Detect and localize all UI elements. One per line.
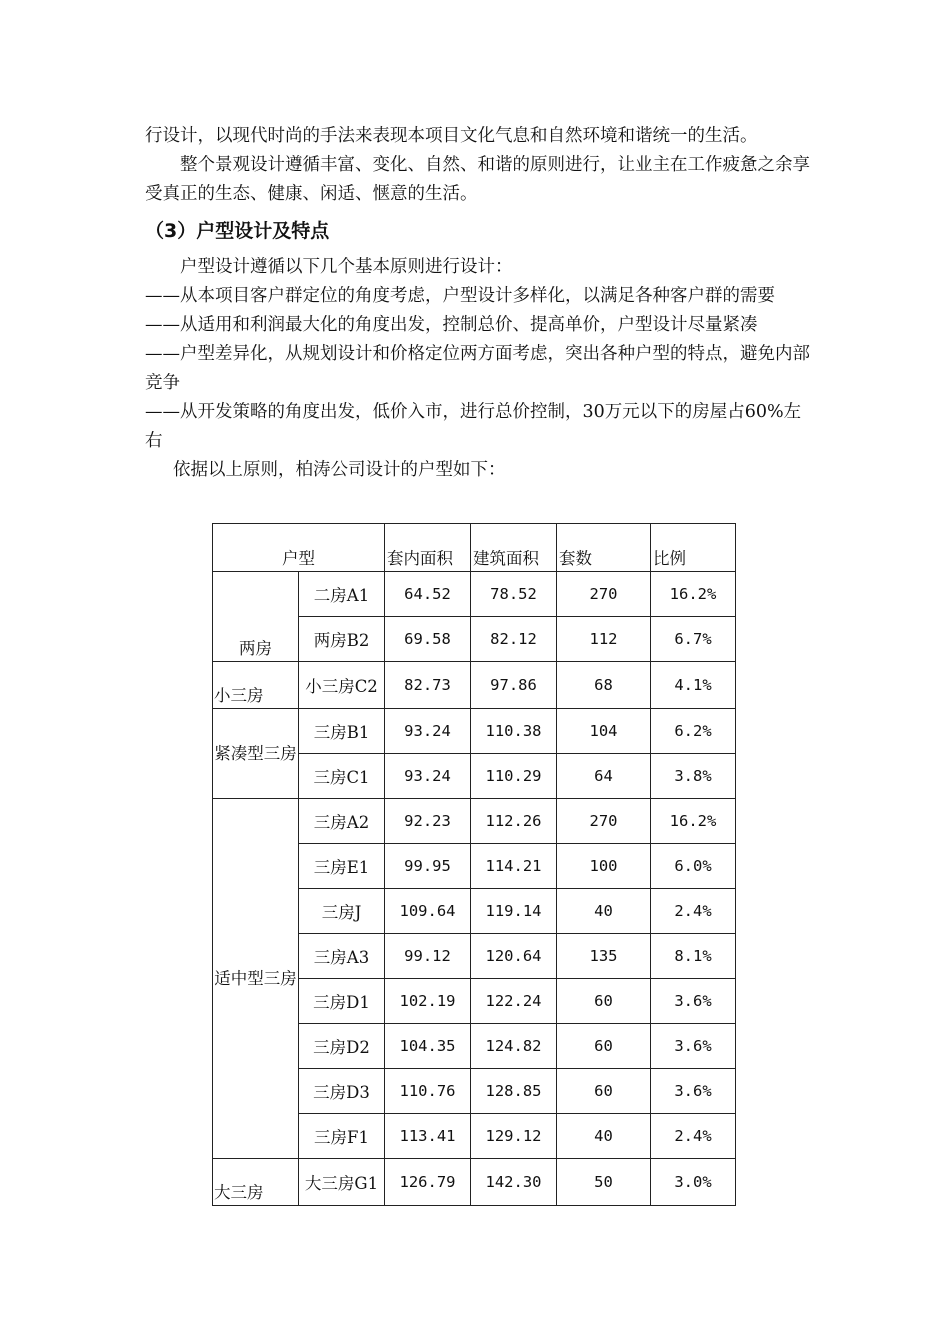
cell-count: 270 [557,799,651,844]
cell-inner-area: 126.79 [385,1159,471,1206]
cell-build-area: 120.64 [471,934,557,979]
cell-build-area: 129.12 [471,1114,557,1159]
cell-ratio: 8.1% [651,934,736,979]
cell-build-area: 142.30 [471,1159,557,1206]
unit-type-table [212,523,736,1206]
header-build-area: 建筑面积 [471,524,557,572]
group-label: 两房 [213,572,299,662]
cell-ratio: 3.8% [651,754,736,799]
cell-ratio: 2.4% [651,889,736,934]
cell-unit-type: 三房D1 [299,979,385,1024]
cell-unit-type: 小三房C2 [299,662,385,709]
table-intro: 依据以上原则，柏涛公司设计的户型如下： [173,460,506,480]
table-row [213,662,736,709]
cell-count: 60 [557,1069,651,1114]
principle-item-2: ——从适用和利润最大化的角度出发，控制总价、提高单价，户型设计尽量紧凑 [145,315,758,335]
cell-ratio: 2.4% [651,1114,736,1159]
principle-item-1: ——从本项目客户群定位的角度考虑，户型设计多样化，以满足各种客户群的需要 [145,286,775,306]
paragraph-landscape-style: 行设计，以现代时尚的手法来表现本项目文化气息和自然环境和谐统一的生活。 [145,126,758,146]
cell-build-area: 122.24 [471,979,557,1024]
cell-ratio: 3.0% [651,1159,736,1206]
group-label: 小三房 [213,662,299,709]
cell-count: 40 [557,1114,651,1159]
cell-build-area: 110.29 [471,754,557,799]
cell-ratio: 3.6% [651,1069,736,1114]
cell-unit-type: 三房E1 [299,844,385,889]
cell-unit-type: 三房F1 [299,1114,385,1159]
cell-count: 60 [557,1024,651,1069]
cell-build-area: 112.26 [471,799,557,844]
cell-count: 135 [557,934,651,979]
cell-build-area: 114.21 [471,844,557,889]
cell-inner-area: 92.23 [385,799,471,844]
cell-unit-type: 大三房G1 [299,1159,385,1206]
cell-inner-area: 99.12 [385,934,471,979]
cell-unit-type: 三房A2 [299,799,385,844]
cell-inner-area: 109.64 [385,889,471,934]
cell-build-area: 110.38 [471,709,557,754]
cell-inner-area: 104.35 [385,1024,471,1069]
cell-count: 60 [557,979,651,1024]
cell-build-area: 128.85 [471,1069,557,1114]
cell-unit-type: 二房A1 [299,572,385,617]
table-row [213,572,736,617]
cell-unit-type: 三房J [299,889,385,934]
header-ratio: 比例 [651,524,736,572]
cell-ratio: 3.6% [651,979,736,1024]
cell-inner-area: 99.95 [385,844,471,889]
table-row [213,709,736,754]
cell-build-area: 78.52 [471,572,557,617]
cell-inner-area: 64.52 [385,572,471,617]
cell-inner-area: 69.58 [385,617,471,662]
principle-item-3: ——户型差异化，从规划设计和价格定位两方面考虑，突出各种户型的特点，避免内部竞争 [145,344,810,393]
cell-unit-type: 三房B1 [299,709,385,754]
cell-ratio: 3.6% [651,1024,736,1069]
cell-unit-type: 两房B2 [299,617,385,662]
section-heading: （3）户型设计及特点 [145,220,330,242]
group-label: 紧凑型三房 [213,709,299,799]
group-label: 大三房 [213,1159,299,1206]
cell-ratio: 4.1% [651,662,736,709]
cell-build-area: 82.12 [471,617,557,662]
cell-count: 100 [557,844,651,889]
cell-count: 104 [557,709,651,754]
cell-count: 68 [557,662,651,709]
cell-unit-type: 三房D2 [299,1024,385,1069]
cell-inner-area: 93.24 [385,754,471,799]
cell-unit-type: 三房C1 [299,754,385,799]
cell-build-area: 124.82 [471,1024,557,1069]
cell-ratio: 6.7% [651,617,736,662]
header-inner-area: 套内面积 [385,524,471,572]
cell-build-area: 119.14 [471,889,557,934]
cell-count: 40 [557,889,651,934]
cell-build-area: 97.86 [471,662,557,709]
cell-unit-type: 三房D3 [299,1069,385,1114]
principle-item-4: ——从开发策略的角度出发，低价入市，进行总价控制，30万元以下的房屋占60%左右 [145,402,802,451]
cell-inner-area: 113.41 [385,1114,471,1159]
cell-inner-area: 102.19 [385,979,471,1024]
cell-count: 64 [557,754,651,799]
header-count: 套数 [557,524,651,572]
header-unit-type: 户型 [213,524,385,572]
principles-intro: 户型设计遵循以下几个基本原则进行设计： [180,257,513,277]
cell-ratio: 16.2% [651,572,736,617]
cell-count: 50 [557,1159,651,1206]
table-header-row [213,524,736,572]
cell-inner-area: 110.76 [385,1069,471,1114]
group-label: 适中型三房 [213,799,299,1159]
table-row [213,1159,736,1206]
cell-unit-type: 三房A3 [299,934,385,979]
document-body [145,122,810,485]
cell-count: 112 [557,617,651,662]
cell-ratio: 6.2% [651,709,736,754]
cell-inner-area: 82.73 [385,662,471,709]
table-row [213,799,736,844]
cell-ratio: 6.0% [651,844,736,889]
cell-ratio: 16.2% [651,799,736,844]
cell-count: 270 [557,572,651,617]
paragraph-landscape-principles: 整个景观设计遵循丰富、变化、自然、和谐的原则进行，让业主在工作疲惫之余享受真正的生态、健康、闲适、惬意的生活。 [145,155,810,204]
cell-inner-area: 93.24 [385,709,471,754]
